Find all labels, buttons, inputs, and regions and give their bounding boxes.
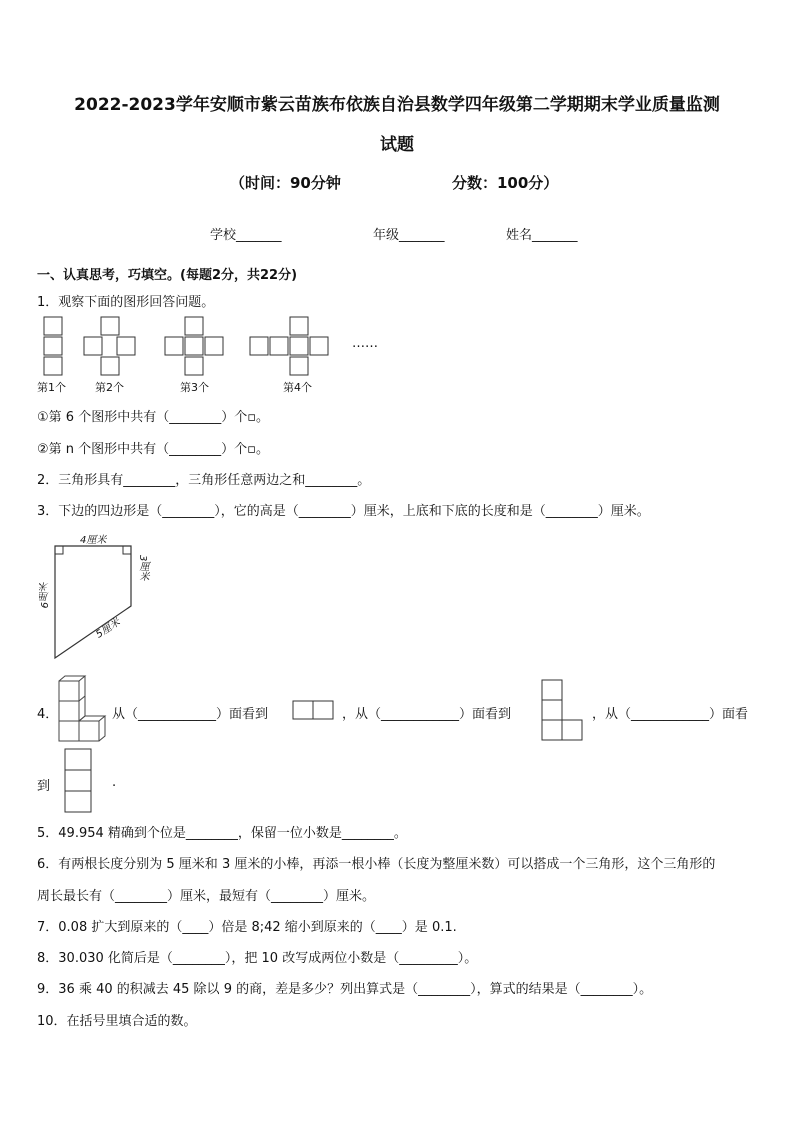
- document-title: 2022-2023学年安顺市紫云苗族布依族自治县数学四年级第二学期期末学业质量监测: [74, 95, 720, 115]
- slant-length-label: 5厘米: [94, 616, 123, 641]
- document-title-line2: 试题: [380, 135, 414, 155]
- grade-field: 年级_______: [373, 228, 445, 243]
- square-pattern-figure: [40, 316, 380, 378]
- question-4-part3: ，从（____________）面看: [592, 707, 749, 722]
- right-length-label: 3厘米: [137, 555, 148, 582]
- question-3: 3．下边的四边形是（________），它的高是（________）厘米，上底和下底的长度和是（________）厘米。: [37, 504, 650, 519]
- pattern-figure-3: [165, 317, 223, 375]
- question-4-number: 4．: [37, 707, 59, 722]
- school-field: 学校_______: [210, 228, 282, 243]
- question-4-part4: 到: [37, 779, 51, 794]
- exam-time: （时间：90分钟: [230, 174, 341, 192]
- question-5: 5．49.954 精确到个位是________，保留一位小数是________。: [37, 826, 407, 841]
- top-length-label: 4厘米: [80, 535, 107, 546]
- question-4-part5: .: [112, 775, 117, 790]
- question-4-part1: 从（____________）面看到: [112, 707, 269, 722]
- question-9: 9．36 乘 40 的积减去 45 除以 9 的商，差是多少？列出算式是（________），算式的结果是（________）。: [37, 982, 653, 997]
- question-6-line2: 周长最长有（________）厘米，最短有（________）厘米。: [37, 889, 376, 904]
- figure-label-4: 第4个: [283, 381, 312, 394]
- question-1: 1．观察下面的图形回答问题。: [37, 295, 215, 310]
- question-1-sub2: ②第 n 个图形中共有（________）个▫。: [37, 442, 269, 457]
- question-4-part2: ，从（____________）面看到: [342, 707, 512, 722]
- question-6-line1: 6．有两根长度分别为 5 厘米和 3 厘米的小棒，再添一根小棒（长度为整厘米数）可以搭成一个三角形，这个三角形的: [37, 857, 716, 872]
- section-heading: 一、认真思考，巧填空。(每题2分，共22分): [37, 268, 298, 283]
- view-two-squares: [292, 700, 334, 720]
- question-1-sub1: ①第 6 个图形中共有（________）个▫。: [37, 410, 270, 425]
- pattern-figure-2: [84, 317, 135, 375]
- question-2: 2．三角形具有________，三角形任意两边之和________。: [37, 473, 371, 488]
- trapezoid-figure: [40, 530, 160, 670]
- name-field: 姓名_______: [506, 228, 578, 243]
- pattern-figure-4: [250, 317, 328, 375]
- pattern-ellipsis: ……: [352, 336, 378, 351]
- exam-score: 分数：100分）: [452, 174, 559, 192]
- view-column: [64, 748, 94, 814]
- question-7: 7．0.08 扩大到原来的（____）倍是 8;42 缩小到原来的（____）是 0.1.: [37, 920, 457, 935]
- figure-label-3: 第3个: [180, 381, 209, 394]
- question-10: 10．在括号里填合适的数。: [37, 1014, 197, 1029]
- question-8: 8．30.030 化简后是（________），把 10 改写成两位小数是（_________）。: [37, 951, 478, 966]
- figure-label-2: 第2个: [95, 381, 124, 394]
- figure-label-1: 第1个: [37, 381, 66, 394]
- view-l-shape: [541, 679, 585, 741]
- pattern-figure-1: [44, 317, 62, 375]
- left-length-label: 6厘米: [40, 582, 51, 609]
- cube-stack-figure: [57, 675, 105, 745]
